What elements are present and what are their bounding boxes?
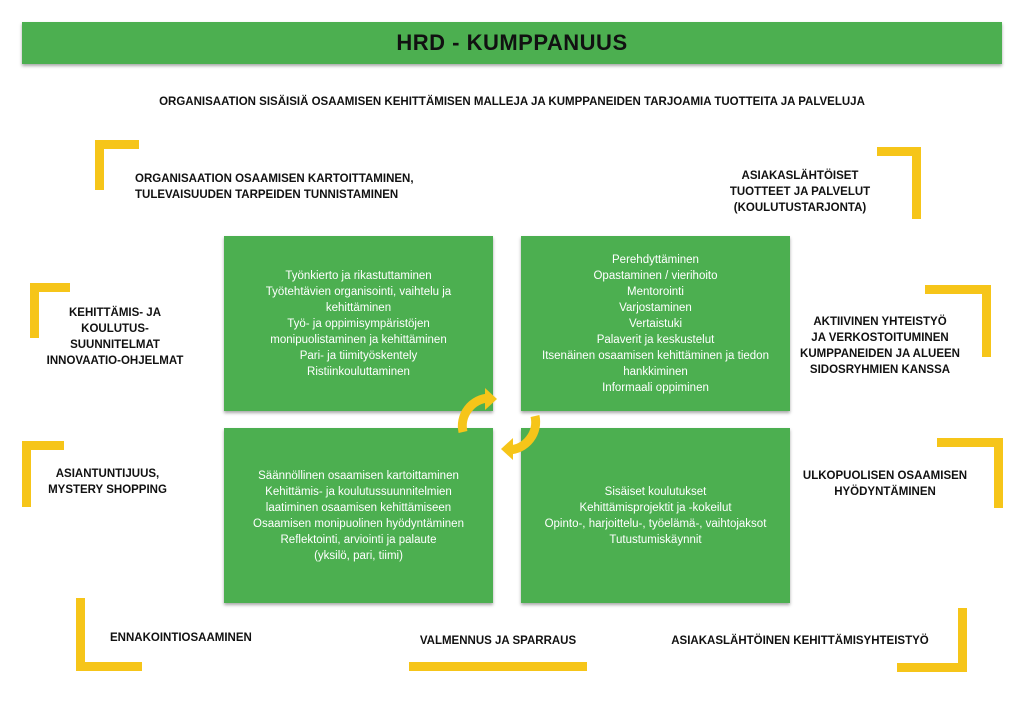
text-line: kehittäminen [325,301,392,314]
text-line: ASIAKASLÄHTÖINEN KEHITTÄMISYHTEISTYÖ [671,635,929,647]
text-line: ENNAKOINTIOSAAMINEN [110,632,252,644]
label-mid-left [30,305,200,369]
text-line: Työtehtävien organisointi, vaihtelu ja [265,285,452,298]
text-line: Säännöllinen osaamisen kartoittaminen [258,469,459,482]
label-bottom-left [110,630,310,646]
text-line: hankkiminen [623,365,688,378]
box-bottom-right [521,428,790,603]
text-line: TUOTTEET JA PALVELUT [729,186,871,198]
text-line: Sisäiset koulutukset [604,485,707,498]
text-line: (yksilö, pari, tiimi) [314,549,403,562]
text-line: SIDOSRYHMIEN KANSSA [809,364,951,376]
subtitle: ORGANISAATION SISÄISIÄ OSAAMISEN KEHITTÄMISEN MALLEJA JA KUMPPANEIDEN TARJOAMIA TUOTTEITA JA PALVELUJA [159,96,865,108]
text-line: KEHITTÄMIS- JA [69,307,161,319]
text-line: Työnkierto ja rikastuttaminen [285,269,432,282]
page-title: HRD - KUMPPANUUS [396,30,628,55]
text-line: Tutustumiskäynnit [609,533,702,546]
text-line: Mentorointi [627,285,684,298]
text-line: AKTIIVINEN YHTEISTYÖ [813,316,947,328]
text-line: Kehittämis- ja koulutussuunnitelmien [265,485,452,498]
text-line: ASIANTUNTIJUUS, [55,468,160,480]
text-line: ASIAKASLÄHTÖISET [741,170,859,182]
text-line: Informaali oppiminen [602,381,709,394]
label-mid-right [795,314,965,378]
text-line: Pari- ja tiimityöskentely [299,349,418,362]
bracket-top-left [95,140,139,190]
text-line: HYÖDYNTÄMINEN [834,486,936,498]
title-bar [22,22,1002,64]
label-low-left [20,466,195,498]
text-line: JA VERKOSTOITUMINEN [811,332,949,344]
label-top-left [135,171,435,203]
text-line: laatiminen osaamisen kehittämiseen [265,501,452,514]
text-line: ULKOPUOLISEN OSAAMISEN [802,470,968,482]
text-line: Itsenäinen osaamisen kehittäminen ja tiedon [542,349,769,362]
box-top-right [521,236,790,411]
text-line: ORGANISAATION OSAAMISEN KARTOITTAMINEN, [135,173,414,185]
text-line: Vertaistuki [628,317,683,330]
text-line: Palaverit ja keskustelut [596,333,715,346]
text-line: Reflektointi, arviointi ja palaute [280,533,437,546]
label-bottom-center [398,633,598,649]
text-line: Varjostaminen [619,301,692,314]
text-line: KUMPPANEIDEN JA ALUEEN [800,348,960,360]
text-line: Työ- ja oppimisympäristöjen [287,317,430,330]
label-top-right [715,168,885,216]
text-line: SUUNNITELMAT [70,339,160,351]
text-line: Kehittämisprojektit ja -kokeilut [579,501,732,514]
text-line: MYSTERY SHOPPING [48,484,167,496]
cycle-arrows-icon [449,386,549,462]
text-line: Opinto-, harjoittelu-, työelämä-, vaihtojaksot [544,517,767,530]
bar-bottom-center [409,662,587,671]
box-top-left [224,236,493,411]
text-line: Opastaminen / vierihoito [593,269,718,282]
text-line: TULEVAISUUDEN TARPEIDEN TUNNISTAMINEN [135,189,399,201]
text-line: monipuolistaminen ja kehittäminen [270,333,447,346]
text-line: KOULUTUS- [81,323,149,335]
label-bottom-right [640,633,960,649]
text-line: VALMENNUS JA SPARRAUS [419,635,577,647]
text-line: Osaamisen monipuolinen hyödyntäminen [253,517,464,530]
text-line: Ristiinkouluttaminen [307,365,410,378]
text-line: (KOULUTUSTARJONTA) [733,202,867,214]
text-line: INNOVAATIO-OHJELMAT [46,355,184,367]
label-low-right [790,468,980,500]
text-line: Perehdyttäminen [612,253,699,266]
